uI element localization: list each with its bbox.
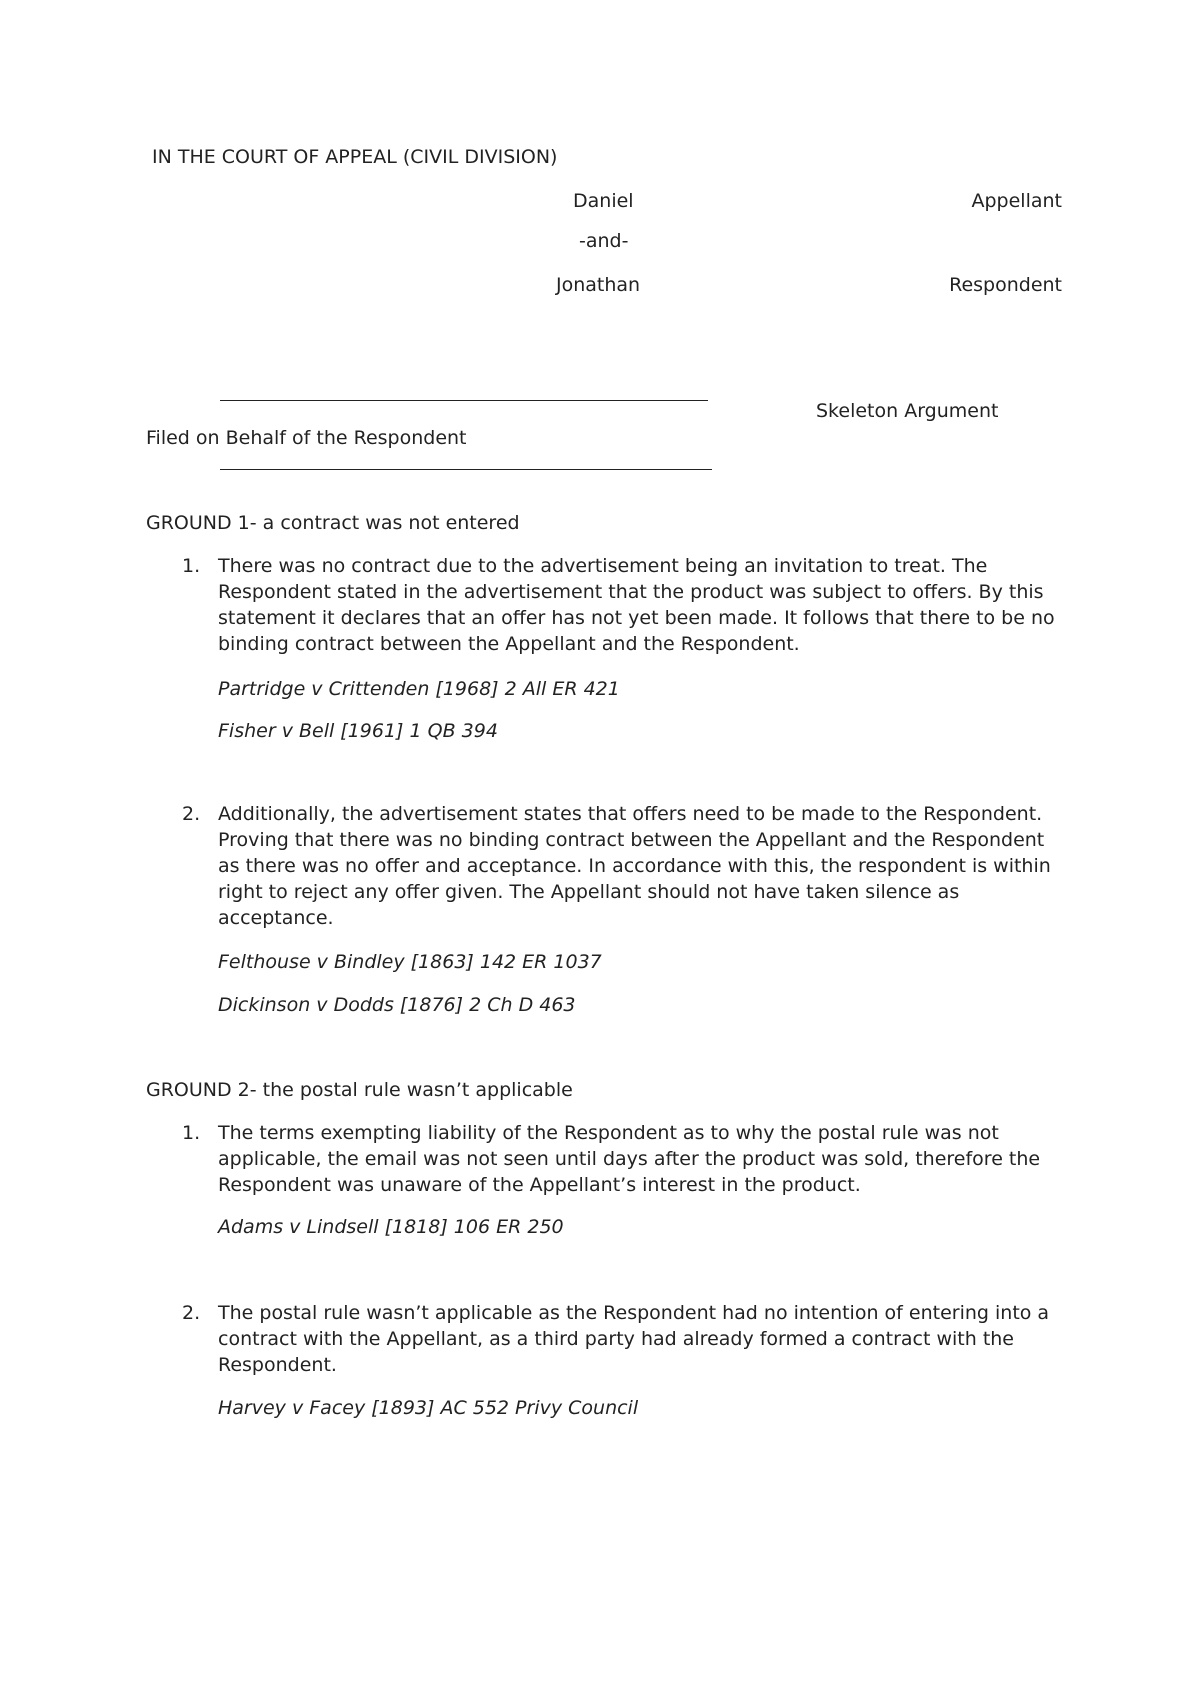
ground-1-point-1-number: 1. [182,555,201,577]
ground-2-point-2-text: The postal rule wasn’t applicable as the Respondent had no intention of entering into a contract with the Appellant, as a third party had already formed a contract with the Respondent. [218,1302,1050,1376]
ground-1-point-2-citation-2: Dickinson v Dodds [1876] 2 Ch D 463 [218,994,576,1016]
ground-1-point-1-text: There was no contract due to the advertisement being an invitation to treat. The Respondent stated in the advertisement that the product was subject to offers. By this statement it declares that an offer has not yet been made. It follows that there to be no binding contract between the Appellant and the Respondent. [218,555,1055,655]
party1-name: Daniel [573,190,634,212]
ground-1-point-2-citation-1: Felthouse v Bindley [1863] 142 ER 1037 [218,951,602,973]
ground-1-heading: GROUND 1- a contract was not entered [146,512,520,534]
party2-role: Respondent [949,274,1062,296]
filed-on-behalf-line: Filed on Behalf of the Respondent [146,427,467,449]
title-rule-bottom [220,469,712,470]
skeleton-argument-title: Skeleton Argument [816,400,999,422]
court-heading: IN THE COURT OF APPEAL (CIVIL DIVISION) [152,146,558,168]
party1-role: Appellant [971,190,1062,212]
and-separator: -and- [579,230,629,252]
ground-2-point-1-citation-1: Adams v Lindsell [1818] 106 ER 250 [218,1216,564,1238]
title-rule-top [220,400,708,401]
ground-2-point-1-number: 1. [182,1122,201,1144]
party2-name: Jonathan [556,274,641,296]
ground-1-point-2-text: Additionally, the advertisement states that offers need to be made to the Respondent. Proving that there was no binding contract between the Appellant and the Respondent as there was no offer and acceptance. In accordance with this, the respondent is within right to reject any offer given. The Appellant should not have taken silence as acceptance. [218,803,1051,929]
ground-2-point-2-number: 2. [182,1302,201,1324]
ground-1-point-2-number: 2. [182,803,201,825]
ground-2-point-1-text: The terms exempting liability of the Respondent as to why the postal rule was not applicable, the email was not seen until days after the product was sold, therefore the Respondent was unaware of the Appellant’s interest in the product. [218,1122,1041,1196]
ground-1-point-1-citation-2: Fisher v Bell [1961] 1 QB 394 [218,720,498,742]
ground-2-point-2-citation-1: Harvey v Facey [1893] AC 552 Privy Council [218,1397,639,1419]
ground-2-heading: GROUND 2- the postal rule wasn’t applicable [146,1079,573,1101]
ground-1-point-1-citation-1: Partridge v Crittenden [1968] 2 All ER 421 [218,678,620,700]
